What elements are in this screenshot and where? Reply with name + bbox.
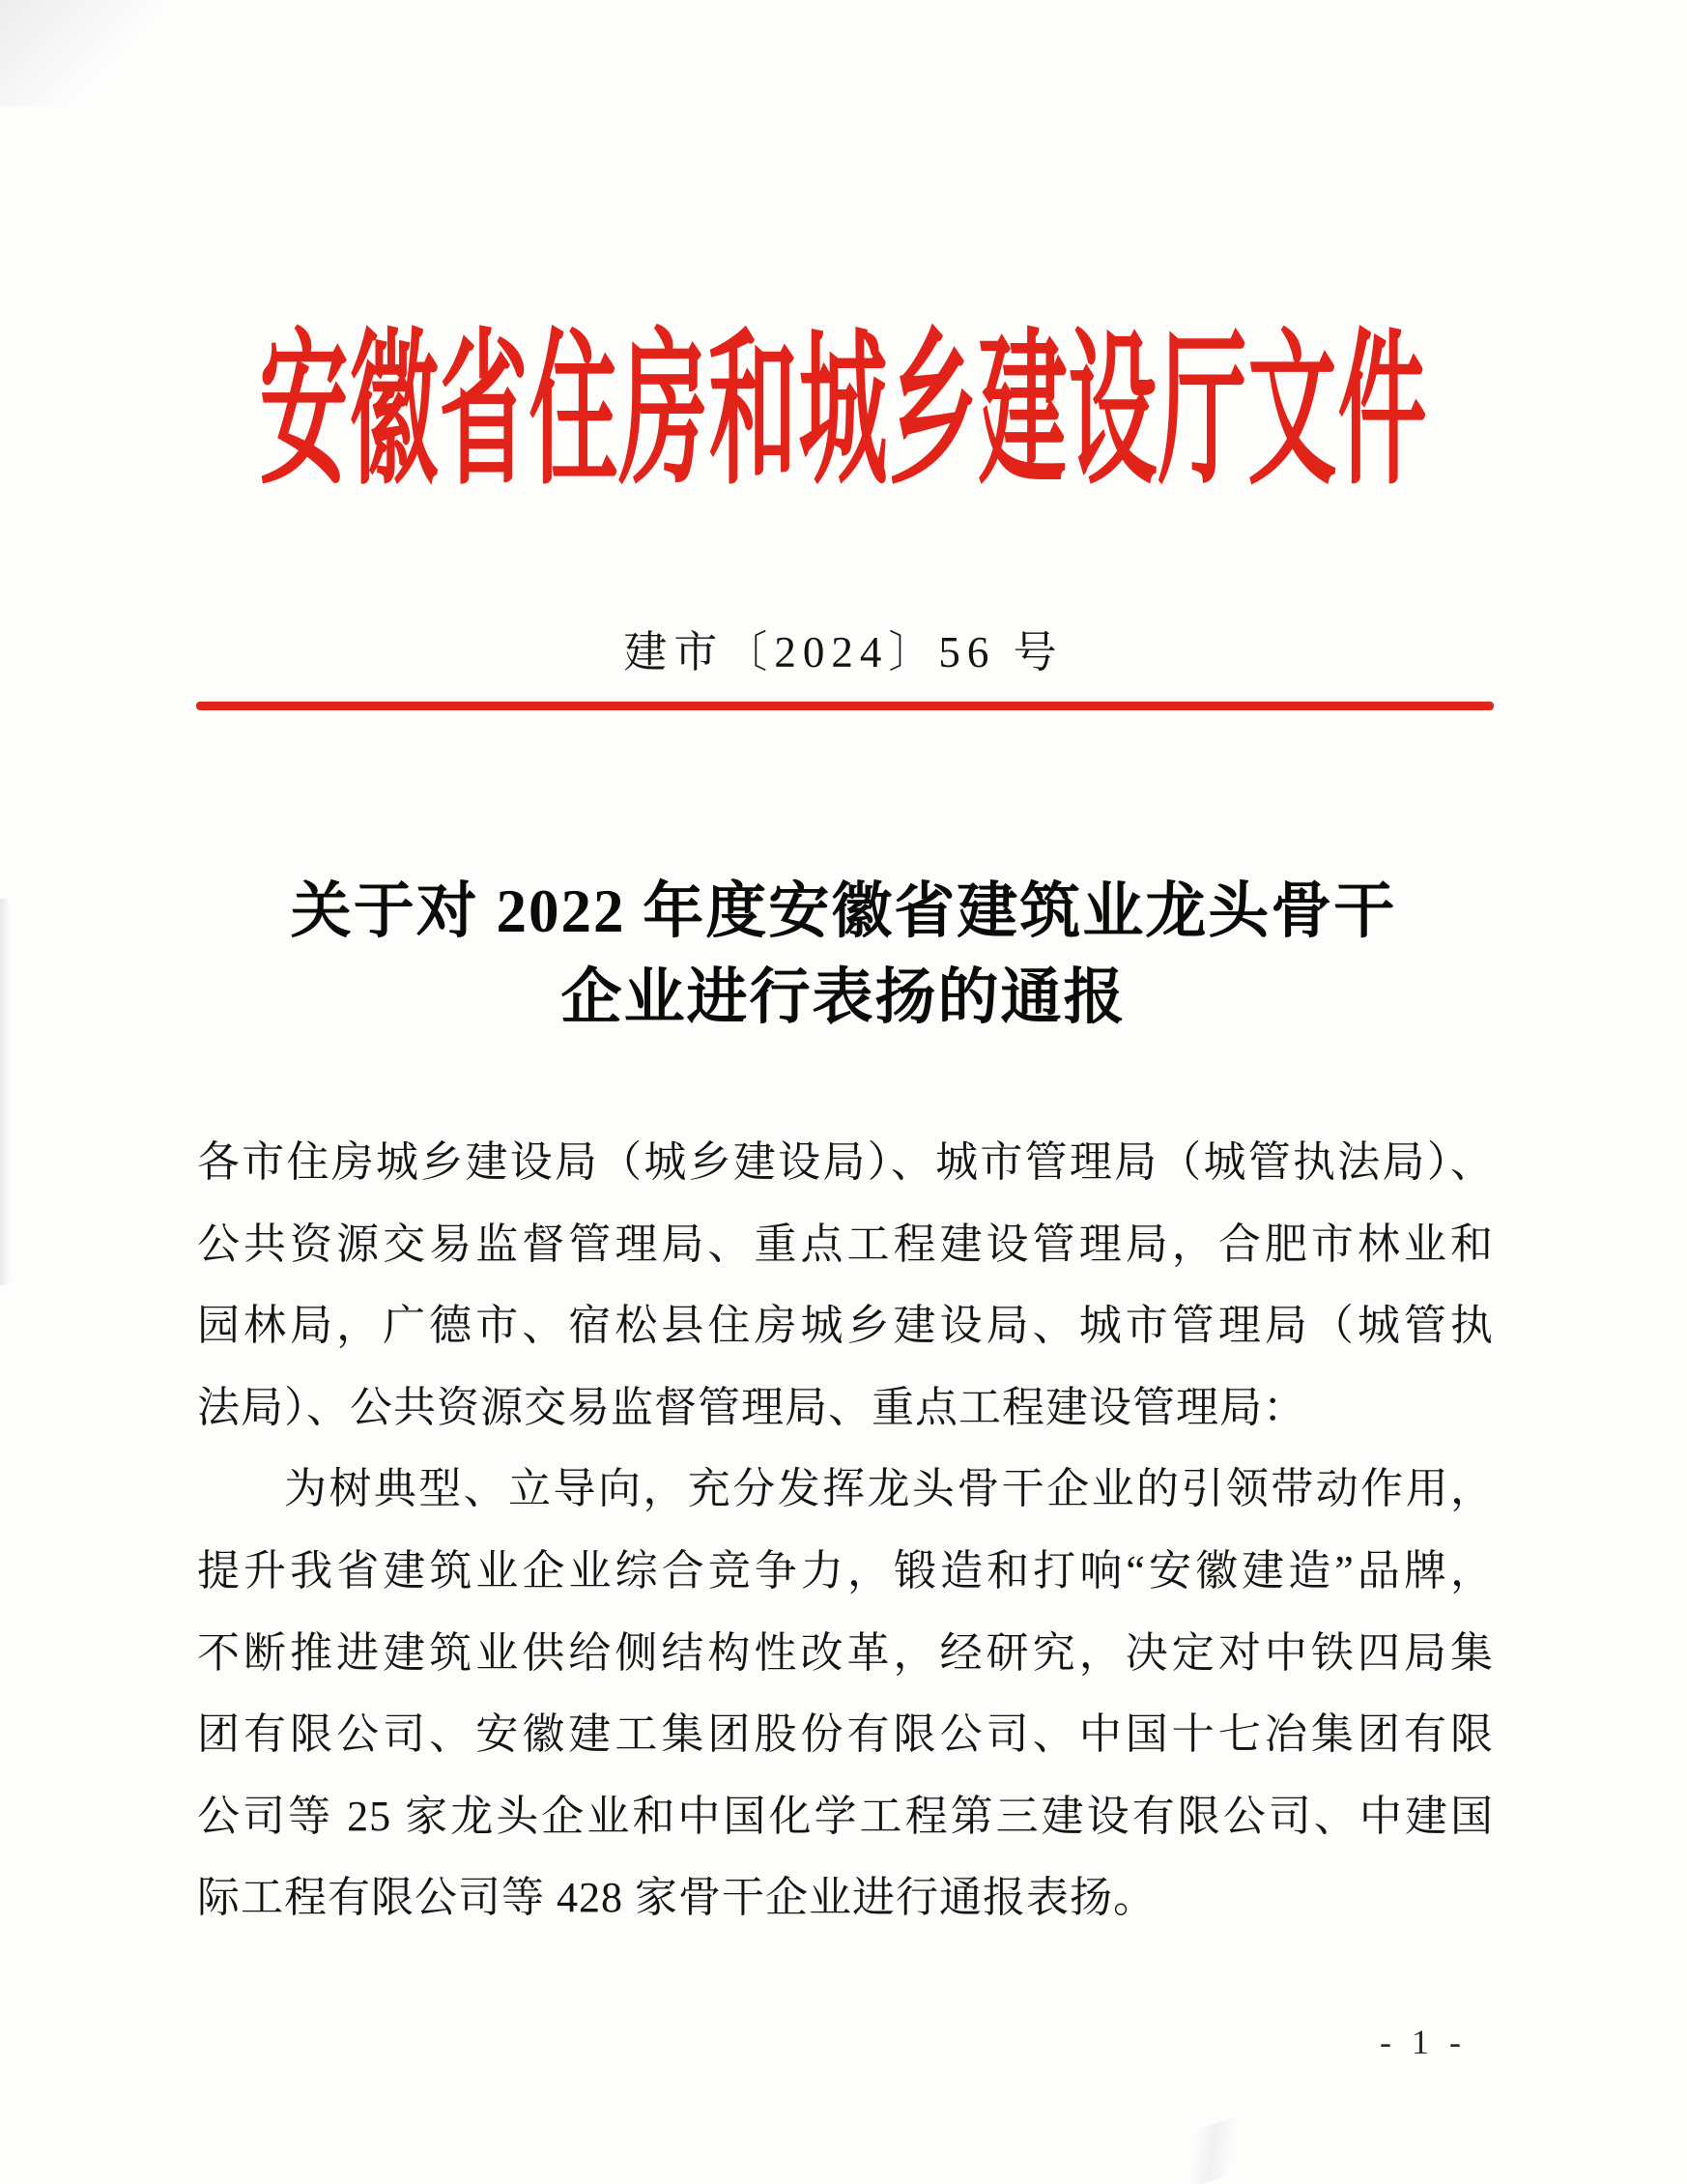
- document-body: [197, 1122, 1494, 1940]
- body-line-3: 园林局，广德市、宿松县住房城乡建设局、城市管理局（城管执: [197, 1302, 1494, 1350]
- body-line-9: 公司等 25 家龙头企业和中国化学工程第三建设有限公司、中建国: [197, 1792, 1494, 1840]
- document-title-line-1: 关于对 2022 年度安徽省建筑业龙头骨干: [290, 877, 1397, 945]
- body-line-8: 团有限公司、安徽建工集团股份有限公司、中国十七冶集团有限: [197, 1710, 1494, 1759]
- document-number: 建市〔2024〕56 号: [623, 628, 1064, 676]
- page-number: - 1 -: [1380, 2023, 1467, 2061]
- body-line-4: 法局）、公共资源交易监督管理局、重点工程建设管理局：: [197, 1383, 1306, 1431]
- body-line-5: 为树典型、立导向，充分发挥龙头骨干企业的引领带动作用，: [284, 1465, 1494, 1513]
- agency-letterhead-title: 安徽省住房和城乡建设厅文件: [259, 319, 1428, 504]
- body-line-10: 际工程有限公司等 428 家骨干企业进行通报表扬。: [197, 1874, 1157, 1922]
- body-line-2: 公共资源交易监督管理局、重点工程建设管理局，合肥市林业和: [197, 1220, 1494, 1268]
- document-title: [0, 869, 1687, 1041]
- scan-bottom-smudge: [1108, 2096, 1318, 2184]
- body-line-6: 提升我省建筑业企业综合竞争力，锻造和打响“安徽建造”品牌，: [197, 1546, 1494, 1595]
- body-line-1: 各市住房城乡建设局（城乡建设局）、城市管理局（城管执法局）、: [197, 1138, 1494, 1186]
- red-separator-line: [196, 702, 1494, 710]
- document-title-line-2: 企业进行表扬的通报: [560, 963, 1127, 1031]
- body-line-7: 不断推进建筑业供给侧结构性改革，经研究，决定对中铁四局集: [197, 1628, 1494, 1677]
- scan-corner-shadow: [0, 0, 164, 106]
